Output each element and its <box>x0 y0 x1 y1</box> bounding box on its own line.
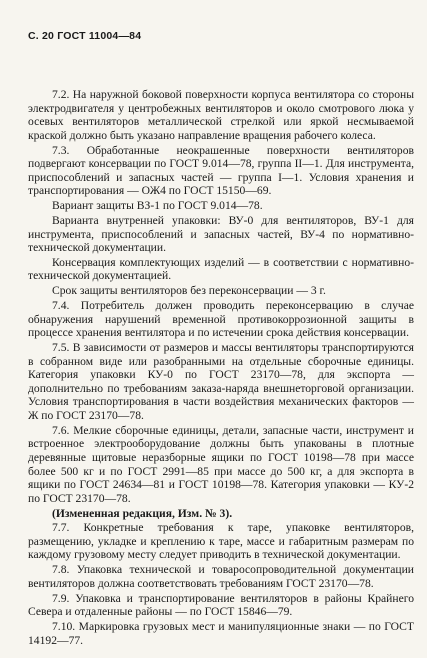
paragraph-component-conservation: Консервация комплектующих изделий — в соответствии с нормативно-технической документацией. <box>28 255 414 283</box>
paragraph-7-5: 7.5. В зависимости от размеров и массы вентиляторы транспортируются в собранном виде или разобранными на отдельные сборочные единицы. Категория упаковки КУ-0 по ГОСТ 23170—78, для экспорта — дополнительно по требованиям заказа-наряда внешнеторговой организации. Условия транспортирования в части воздействия механических факторов — Ж по ГОСТ 23170—78. <box>28 341 414 422</box>
page-header: С. 20 ГОСТ 11004—84 <box>28 30 142 42</box>
paragraph-7-2: 7.2. На наружной боковой поверхности корпуса вентилятора со стороны электродвигателя у центробежных вентиляторов и около смотрового люка у осевых вентиляторов металлической стрелкой или яркой несмываемой краской должно быть указано направление вращения рабочего колеса. <box>28 88 414 142</box>
paragraph-protection-variant: Вариант защиты ВЗ-1 по ГОСТ 9.014—78. <box>52 199 263 213</box>
paragraph-7-3: 7.3. Обработанные неокрашенные поверхности вентиляторов подвергают консервации по ГОСТ 9.014—78, группа II—1. Для инструмента, приспособлений и запасных частей — группа I—1. Условия хранения и транспортирования — ОЖ4 по ГОСТ 15150—69. <box>28 143 414 198</box>
paragraph-protection-term: Срок защиты вентиляторов без переконсервации — 3 г. <box>52 284 326 298</box>
paragraph-7-10: 7.10. Маркировка грузовых мест и манипуляционные знаки — по ГОСТ 14192—77. <box>28 620 414 647</box>
document-body <box>28 88 414 648</box>
paragraph-7-4: 7.4. Потребитель должен проводить переконсервацию в случае обнаружения нарушений временной противокоррозионной защиты в процессе хранения вентилятора и по истечении срока действия консервации. <box>28 299 414 340</box>
paragraph-inner-packaging: Варианта внутренней упаковки: ВУ-0 для вентиляторов, ВУ-1 для инструмента, приспособлений и запасных частей, ВУ-4 по нормативно-технической документации. <box>28 213 414 255</box>
paragraph-7-8: 7.8. Упаковка технической и товаросопроводительной документации вентиляторов должна соответствовать требованиям ГОСТ 23170—78. <box>28 563 414 590</box>
revision-note: (Измененная редакция, Изм. № 3). <box>52 506 233 520</box>
paragraph-7-9: 7.9. Упаковка и транспортирование вентиляторов в районы Крайнего Севера и отдаленные районы — по ГОСТ 15846—79. <box>28 591 414 619</box>
paragraph-7-7: 7.7. Конкретные требования к таре, упаковке вентиляторов, размещению, укладке и креплению к таре, массе и габаритным размерам по каждому грузовому месту следует приводить в технической документации. <box>28 521 414 562</box>
paragraph-7-6: 7.6. Мелкие сборочные единицы, детали, запасные части, инструмент и встроенное электрооборудование должны быть упакованы в плотные деревянные щитовые неразборные ящики по ГОСТ 10198—78 при массе более 500 кг и по ГОСТ 2991—85 при массе до 500 кг, а для экспорта в ящики по ГОСТ 24634—81 и ГОСТ 10198—78. Категория упаковки — КУ-2 по ГОСТ 23170—78. <box>28 423 414 505</box>
